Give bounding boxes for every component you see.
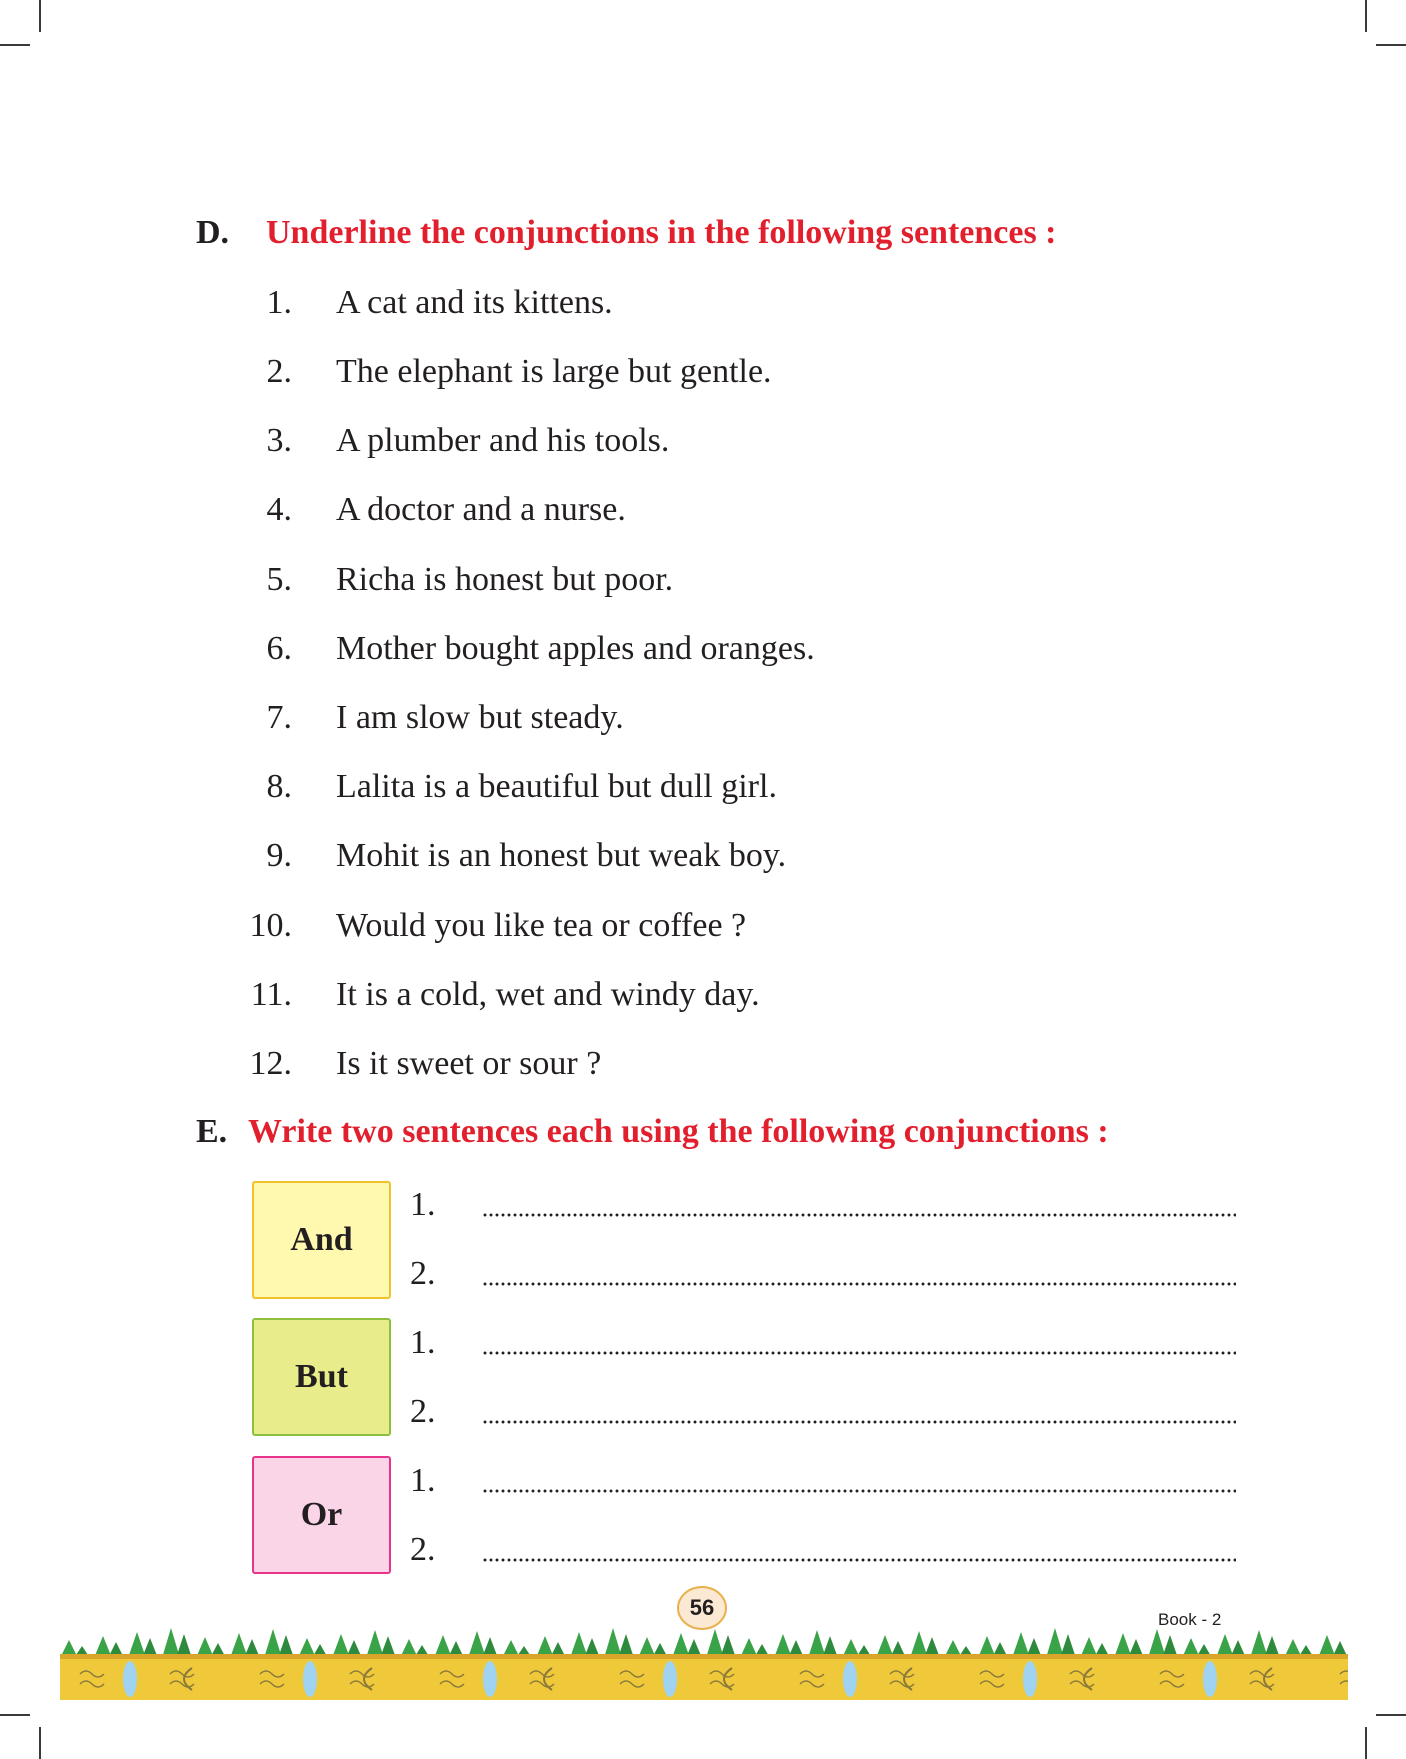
section-d-title: Underline the conjunctions in the following sentences :	[266, 214, 1057, 251]
writing-line[interactable]	[410, 1324, 1240, 1364]
dotted-line	[482, 1417, 1236, 1427]
dotted-line	[482, 1555, 1236, 1565]
writing-line[interactable]	[410, 1393, 1240, 1433]
conjunction-label-but: But	[295, 1358, 348, 1395]
item-number: 9.	[266, 837, 292, 874]
writing-line[interactable]	[410, 1462, 1240, 1502]
writing-line[interactable]	[410, 1255, 1240, 1295]
item-sentence: The elephant is large but gentle.	[336, 353, 772, 390]
item-number: 3.	[266, 422, 292, 459]
conjunction-box-and	[252, 1181, 391, 1299]
item-sentence: A doctor and a nurse.	[336, 491, 626, 528]
tree-shape	[264, 1629, 282, 1658]
item-number: 12.	[249, 1045, 292, 1082]
line-number: 1.	[410, 1186, 436, 1223]
tree-shape	[162, 1628, 180, 1658]
crop-mark-bottom-left-h	[0, 1714, 30, 1716]
item-number: 8.	[266, 768, 292, 805]
line-number: 2.	[410, 1393, 436, 1430]
dotted-line	[482, 1348, 1236, 1358]
water-patch	[663, 1661, 677, 1697]
item-sentence: A cat and its kittens.	[336, 284, 613, 321]
item-number: 1.	[266, 284, 292, 321]
line-number: 2.	[410, 1255, 436, 1292]
tree-shape	[468, 1631, 486, 1658]
tree-shape	[808, 1630, 826, 1658]
writing-line[interactable]	[410, 1186, 1240, 1226]
tree-shape	[604, 1628, 622, 1658]
water-patch	[303, 1661, 317, 1697]
section-d-list	[246, 284, 1046, 1084]
item-sentence: Would you like tea or coffee ?	[336, 907, 747, 944]
item-number: 2.	[266, 353, 292, 390]
item-sentence: Richa is honest but poor.	[336, 561, 674, 598]
item-sentence: Mohit is an honest but weak boy.	[336, 837, 787, 874]
tree-shape	[1148, 1629, 1166, 1658]
crop-mark-top-right-v	[1365, 0, 1367, 32]
item-number: 11.	[250, 976, 292, 1013]
section-d-heading	[196, 214, 1196, 258]
conjunction-label-or: Or	[300, 1496, 343, 1533]
item-sentence: A plumber and his tools.	[336, 422, 670, 459]
item-sentence: I am slow but steady.	[336, 699, 624, 736]
crop-mark-top-left-v	[39, 0, 41, 32]
conjunction-box-or	[252, 1456, 391, 1574]
tree-shape	[366, 1630, 384, 1658]
water-patch	[1203, 1661, 1217, 1697]
crop-mark-bottom-left-v	[39, 1727, 41, 1759]
line-number: 2.	[410, 1531, 436, 1568]
page-number: 56	[689, 1595, 715, 1620]
crop-mark-top-right-h	[1376, 44, 1406, 46]
section-e-title: Write two sentences each using the following conjunctions :	[248, 1113, 1109, 1150]
water-patch	[123, 1661, 137, 1697]
dotted-line	[482, 1210, 1236, 1220]
item-sentence: Is it sweet or sour ?	[336, 1045, 602, 1082]
crop-mark-top-left-h	[0, 44, 30, 46]
line-number: 1.	[410, 1462, 436, 1499]
book-label: Book - 2	[1158, 1610, 1222, 1629]
section-e-heading	[196, 1113, 1246, 1157]
section-e-letter: E.	[196, 1113, 228, 1150]
water-patch	[483, 1661, 497, 1697]
item-sentence: It is a cold, wet and windy day.	[336, 976, 760, 1013]
item-number: 7.	[266, 699, 292, 736]
page-number-badge	[677, 1586, 727, 1630]
ground-strip	[60, 1656, 1348, 1700]
ground-top-edge	[60, 1654, 1348, 1659]
tree-shape	[706, 1629, 724, 1658]
item-sentence: Mother bought apples and oranges.	[336, 630, 815, 667]
water-patch	[1023, 1661, 1037, 1697]
writing-line[interactable]	[410, 1531, 1240, 1571]
tree-shape	[910, 1631, 928, 1658]
crop-mark-bottom-right-h	[1376, 1714, 1406, 1716]
conjunction-box-but	[252, 1318, 391, 1436]
dotted-line	[482, 1486, 1236, 1496]
section-d-letter: D.	[196, 214, 230, 251]
crop-mark-bottom-right-v	[1365, 1727, 1367, 1759]
water-patch	[843, 1661, 857, 1697]
item-number: 4.	[266, 491, 292, 528]
item-number: 10.	[249, 907, 292, 944]
dotted-line	[482, 1279, 1236, 1289]
tree-row-icon	[60, 1628, 1348, 1658]
tree-shape	[1250, 1630, 1268, 1658]
line-number: 1.	[410, 1324, 436, 1361]
item-sentence: Lalita is a beautiful but dull girl.	[336, 768, 777, 805]
item-number: 6.	[266, 630, 292, 667]
tree-shape	[1046, 1628, 1064, 1658]
item-number: 5.	[266, 561, 292, 598]
conjunction-label-and: And	[290, 1221, 353, 1258]
